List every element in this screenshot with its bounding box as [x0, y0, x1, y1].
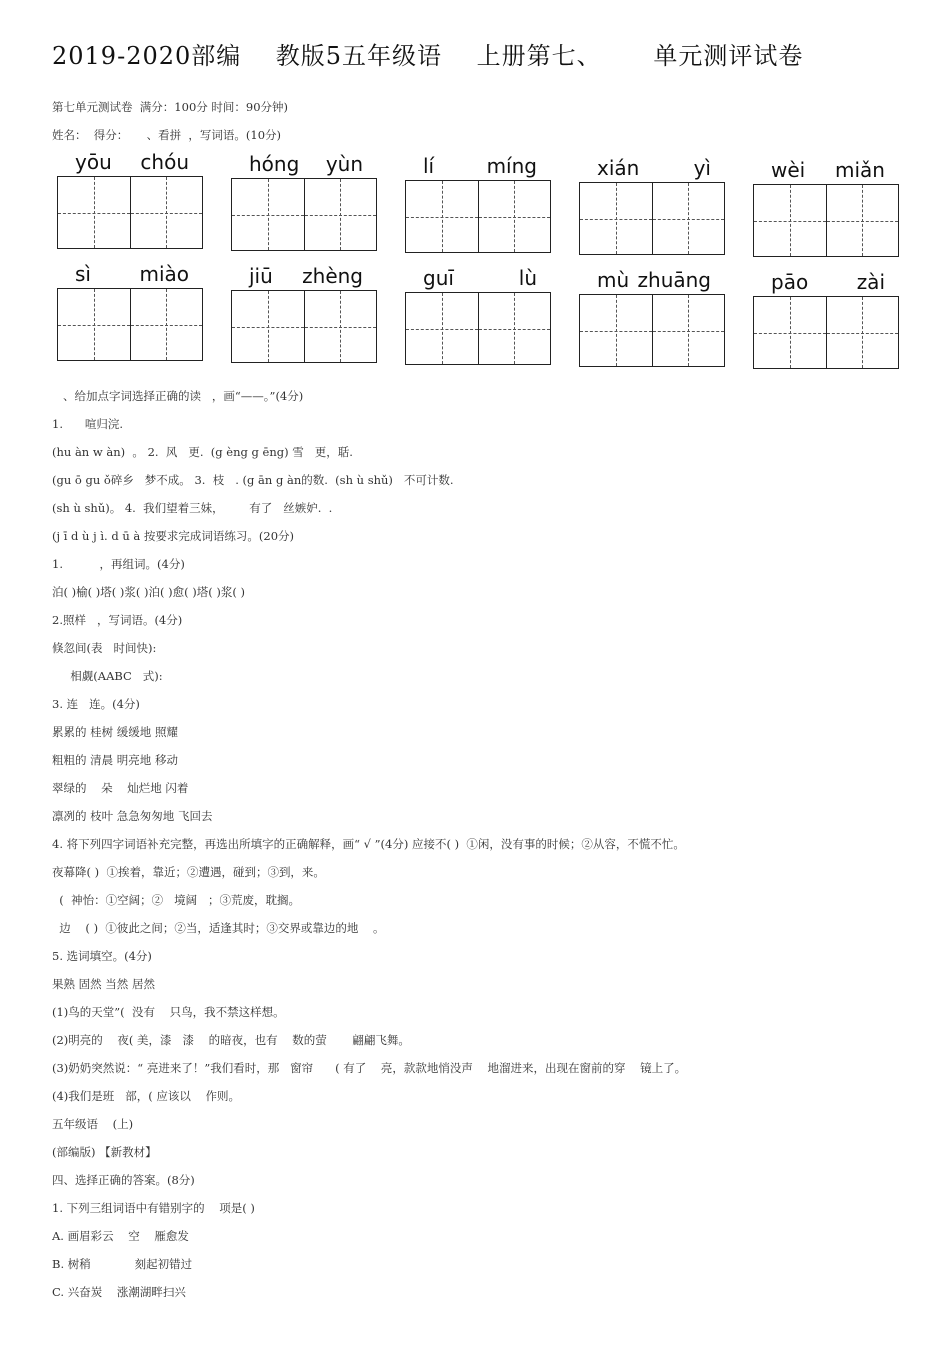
- question-line: (3)奶奶突然说：“ 亮进来了！”我们看时，那 窗帘 ( 有了 亮，款款地悄没声 地溜进来，出现在窗前的穿 镜上了。: [52, 1061, 687, 1075]
- pinyin-label: sì: [75, 262, 91, 286]
- question-line: (gu ō gu ǒ碎乡 梦不成。 3. 枝 . (g ān g àn的数. (sh ù shǔ) 不可计数.: [52, 473, 454, 487]
- pinyin-grid-9[interactable]: [579, 268, 725, 367]
- match-row: 累累的 桂树 缓缓地 照耀: [52, 725, 178, 739]
- pinyin-label: chóu: [140, 150, 189, 174]
- section-4-heading: 四、选择正确的答案。(8分): [52, 1173, 195, 1187]
- pinyin-label: wèi: [771, 158, 806, 182]
- writing-cell[interactable]: [232, 291, 304, 362]
- writing-cell[interactable]: [58, 289, 130, 360]
- pinyin-label: yùn: [325, 152, 363, 176]
- pinyin-grid-3[interactable]: [405, 154, 551, 253]
- question-line: 3. 连 连。(4分): [52, 697, 140, 711]
- writing-cell[interactable]: [478, 181, 551, 252]
- pinyin-label: lù: [518, 266, 537, 290]
- pinyin-label: mù: [597, 268, 630, 292]
- match-row: 粗粗的 清晨 明亮地 移动: [52, 753, 178, 767]
- match-row: 翠绿的 朵 灿烂地 闪着: [52, 781, 189, 795]
- option-c: C. 兴奋炭 涨潮湖畔扫兴: [52, 1285, 186, 1299]
- pinyin-grid-2[interactable]: [231, 152, 377, 251]
- pinyin-grid-6[interactable]: [57, 262, 203, 361]
- writing-cell[interactable]: [130, 289, 203, 360]
- writing-cell[interactable]: [826, 185, 899, 256]
- pinyin-label: zhuāng: [637, 268, 711, 292]
- writing-cell[interactable]: [652, 183, 725, 254]
- writing-cell[interactable]: [304, 179, 377, 250]
- question-line: 5. 选词填空。(4分): [52, 949, 152, 963]
- question-line: (1)鸟的天堂”( 没有 只鸟，我不禁这样想。: [52, 1005, 285, 1019]
- question-line: 边 ( ) ①彼此之间；②当，适逢其时；③交界或靠边的地 。: [52, 921, 385, 935]
- question-line: 1. 下列三组词语中有错别字的 项是( ): [52, 1201, 255, 1215]
- pinyin-label: yōu: [75, 150, 112, 174]
- option-a: A. 画眉彩云 空 雁愈发: [52, 1229, 189, 1243]
- question-line: 倏忽间(表 时间快):: [52, 641, 157, 655]
- pinyin-grid-7[interactable]: [231, 264, 377, 363]
- question-line: 泊( )榆( )塔( )浆( )泊( )愈( )塔( )浆( ): [52, 585, 246, 599]
- question-line: 1. 喧归浣.: [52, 417, 124, 431]
- question-line: 1. ，再组词。(4分): [52, 557, 185, 571]
- section-2-heading: 、给加点字词选择正确的读 ，画“——。”(4分): [52, 389, 304, 403]
- section-1-heading: 姓名： 得分： 、看拼 ，写词语。(10分): [52, 128, 282, 142]
- writing-cell[interactable]: [754, 185, 826, 256]
- writing-cell[interactable]: [58, 177, 130, 248]
- writing-cell[interactable]: [304, 291, 377, 362]
- word-bank: 果熟 固然 当然 居然: [52, 977, 155, 991]
- writing-cell[interactable]: [580, 295, 652, 366]
- pinyin-label: miào: [139, 262, 189, 286]
- pinyin-label: zài: [856, 270, 885, 294]
- match-row: 凛冽的 枝叶 急急匆匆地 飞回去: [52, 809, 213, 823]
- writing-cell[interactable]: [406, 293, 478, 364]
- footer-note: 五年级语 (上): [52, 1117, 134, 1131]
- test-info: 第七单元测试卷 满分：100分 时间：90分钟): [52, 100, 289, 114]
- pinyin-grid-8[interactable]: [405, 266, 551, 365]
- pinyin-grid-1[interactable]: [57, 150, 203, 249]
- page-title: 2019-2020部编 教版5五年级语 上册第七、 单元测评试卷: [52, 42, 804, 70]
- pinyin-label: guī: [423, 266, 454, 290]
- question-line: (hu àn w àn) 。 2. 风 更. (g èng g ēng) 雪 更，聒.: [52, 445, 353, 459]
- question-line: (4)我们是班 部，( 应该以 作则。: [52, 1089, 241, 1103]
- pinyin-label: lí: [423, 154, 435, 178]
- writing-cell[interactable]: [478, 293, 551, 364]
- footer-note: (部编版) 【新教材】: [52, 1145, 157, 1159]
- pinyin-label: pāo: [771, 270, 809, 294]
- writing-cell[interactable]: [826, 297, 899, 368]
- pinyin-grid-5[interactable]: [753, 158, 899, 257]
- pinyin-label: míng: [486, 154, 537, 178]
- writing-cell[interactable]: [652, 295, 725, 366]
- pinyin-label: jiū: [249, 264, 273, 288]
- pinyin-grid-10[interactable]: [753, 270, 899, 369]
- question-line: (2)明亮的 夜( 美，漆 漆 的暗夜，也有 数的萤 翩翩飞舞。: [52, 1033, 410, 1047]
- writing-cell[interactable]: [754, 297, 826, 368]
- writing-cell[interactable]: [130, 177, 203, 248]
- writing-cell[interactable]: [580, 183, 652, 254]
- pinyin-label: xián: [597, 156, 640, 180]
- pinyin-label: zhèng: [302, 264, 363, 288]
- pinyin-grid-4[interactable]: [579, 156, 725, 255]
- question-line: 2.照样 ，写词语。(4分): [52, 613, 183, 627]
- question-line: ( 神怡：①空阔；② 境阔 ；③荒废，耽搁。: [52, 893, 301, 907]
- question-line: (sh ù shǔ)。 4. 我们望着三妹， 有了 丝嫉妒. .: [52, 501, 333, 515]
- question-line: 相觑(AABC 式):: [52, 669, 163, 683]
- question-line: 4. 将下列四字词语补充完整，再选出所填字的正确解释，画“ √ ”(4分) 应接不( ) ①闲，没有事的时候；②从容，不慌不忙。: [52, 837, 685, 851]
- pinyin-label: yì: [693, 156, 711, 180]
- pinyin-label: miǎn: [835, 158, 885, 182]
- option-b: B. 树稍 刻起初错过: [52, 1257, 193, 1271]
- writing-cell[interactable]: [406, 181, 478, 252]
- writing-cell[interactable]: [232, 179, 304, 250]
- section-3-heading: (j ī d ù j ì. d ū à 按要求完成词语练习。(20分): [52, 529, 295, 543]
- pinyin-label: hóng: [249, 152, 300, 176]
- question-line: 夜幕降( ) ①挨着，靠近；②遭遇，碰到；③到，来。: [52, 865, 325, 879]
